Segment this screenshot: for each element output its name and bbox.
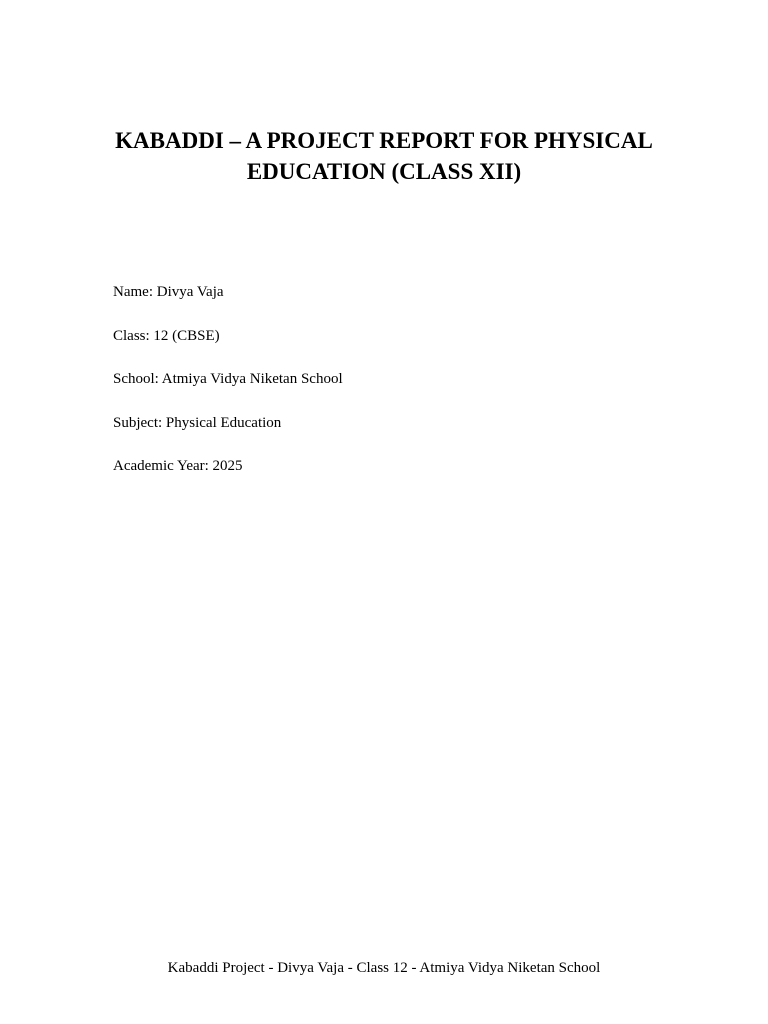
page-title [84,125,684,187]
detail-class: Class: 12 (CBSE) [113,327,220,344]
detail-academic-year: Academic Year: 2025 [113,458,243,474]
detail-name: Name: Divya Vaja [113,284,224,300]
detail-school: School: Atmiya Vidya Niketan School [113,371,343,387]
title-line-2: EDUCATION (CLASS XII) [246,159,522,184]
student-details [113,283,673,501]
title-line-1: KABADDI – A PROJECT REPORT FOR PHYSICAL [115,128,653,153]
page-footer: Kabaddi Project - Divya Vaja - Class 12 - Atmiya Vidya Niketan School [167,960,601,976]
detail-subject: Subject: Physical Education [113,414,282,431]
